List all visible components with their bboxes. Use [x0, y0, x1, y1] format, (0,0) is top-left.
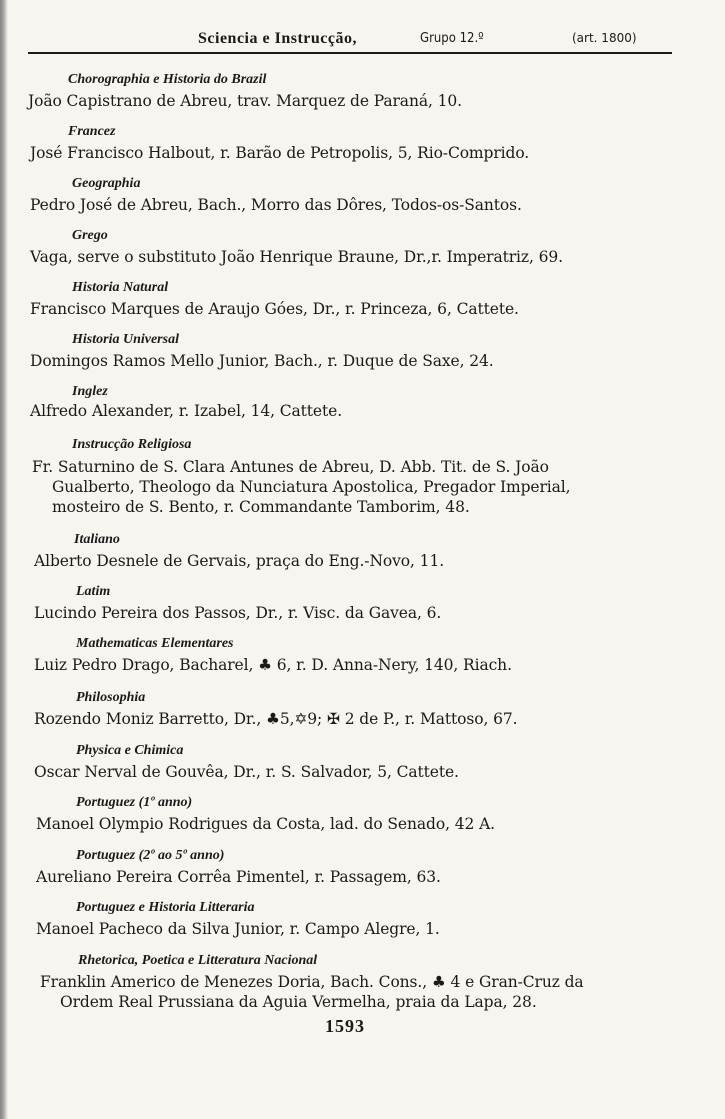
entry-line: Aureliano Pereira Corrêa Pimentel, r. Passagem, 63.: [36, 868, 441, 886]
entry-line: Franklin Americo de Menezes Doria, Bach. Cons., ♣ 4 e Gran-Cruz da: [40, 973, 584, 991]
page-number: 1593: [325, 1016, 365, 1036]
entry-line: Domingos Ramos Mello Junior, Bach., r. Duque de Saxe, 24.: [30, 352, 494, 370]
entry-line: Manoel Pacheco da Silva Junior, r. Campo Alegre, 1.: [36, 920, 440, 938]
entry-line: Vaga, serve o substituto João Henrique Braune, Dr.,r. Imperatriz, 69.: [30, 248, 563, 266]
subject-heading: Inglez: [72, 384, 108, 399]
entry-line: Luiz Pedro Drago, Bacharel, ♣ 6, r. D. Anna-Nery, 140, Riach.: [34, 656, 512, 674]
subject-heading: Historia Universal: [72, 332, 179, 347]
subject-heading: Portuguez e Historia Litteraria: [76, 900, 255, 915]
header-title: Sciencia e Instrucção,: [198, 30, 357, 47]
entry-line: Francisco Marques de Araujo Góes, Dr., r. Princeza, 6, Cattete.: [30, 300, 519, 318]
subject-heading: Geographia: [72, 176, 141, 191]
header-rule: [28, 52, 672, 54]
subject-heading: Portuguez (1º anno): [76, 795, 193, 810]
subject-heading: Physica e Chimica: [76, 743, 184, 758]
header-group: Grupo 12.º: [420, 31, 484, 46]
subject-heading: Grego: [72, 228, 108, 243]
subject-heading: Italiano: [74, 532, 120, 547]
subject-heading: Francez: [68, 124, 116, 139]
subject-heading: Portuguez (2º ao 5º anno): [76, 848, 225, 863]
entry-line: Pedro José de Abreu, Bach., Morro das Dôres, Todos-os-Santos.: [30, 196, 522, 214]
header-reference: (art. 1800): [572, 31, 637, 45]
subject-heading: Mathematicas Elementares: [76, 636, 234, 651]
entry-line: Gualberto, Theologo da Nunciatura Apostolica, Pregador Imperial,: [52, 478, 571, 496]
entry-line: Alfredo Alexander, r. Izabel, 14, Cattete.: [30, 402, 343, 420]
entry-line: Oscar Nerval de Gouvêa, Dr., r. S. Salvador, 5, Cattete.: [34, 763, 459, 781]
subject-heading: Historia Natural: [72, 280, 169, 295]
entry-line: Manoel Olympio Rodrigues da Costa, lad. do Senado, 42 A.: [36, 815, 495, 833]
subject-heading: Chorographia e Historia do Brazil: [68, 72, 267, 87]
page-edge-shadow: [0, 0, 8, 1119]
subject-heading: Philosophia: [76, 690, 146, 705]
entry-line: Alberto Desnele de Gervais, praça do Eng.-Novo, 11.: [34, 552, 445, 570]
subject-heading: Instrucção Religiosa: [72, 437, 192, 452]
entry-line: Lucindo Pereira dos Passos, Dr., r. Visc. da Gavea, 6.: [34, 604, 442, 622]
entry-line: João Capistrano de Abreu, trav. Marquez de Paraná, 10.: [28, 92, 462, 110]
running-header: [20, 28, 710, 52]
entry-line: José Francisco Halbout, r. Barão de Petropolis, 5, Rio-Comprido.: [30, 144, 530, 162]
entry-line: Ordem Real Prussiana da Aguia Vermelha, praia da Lapa, 28.: [60, 993, 537, 1011]
entry-line: mosteiro de S. Bento, r. Commandante Tamborim, 48.: [52, 498, 470, 516]
entry-line: Fr. Saturnino de S. Clara Antunes de Abreu, D. Abb. Tit. de S. João: [32, 458, 549, 476]
subject-heading: Latim: [76, 584, 111, 599]
entry-line: Rozendo Moniz Barretto, Dr., ♣5,✡9; ✠ 2 de P., r. Mattoso, 67.: [34, 710, 518, 728]
subject-heading: Rhetorica, Poetica e Litteratura Nacional: [78, 953, 318, 968]
